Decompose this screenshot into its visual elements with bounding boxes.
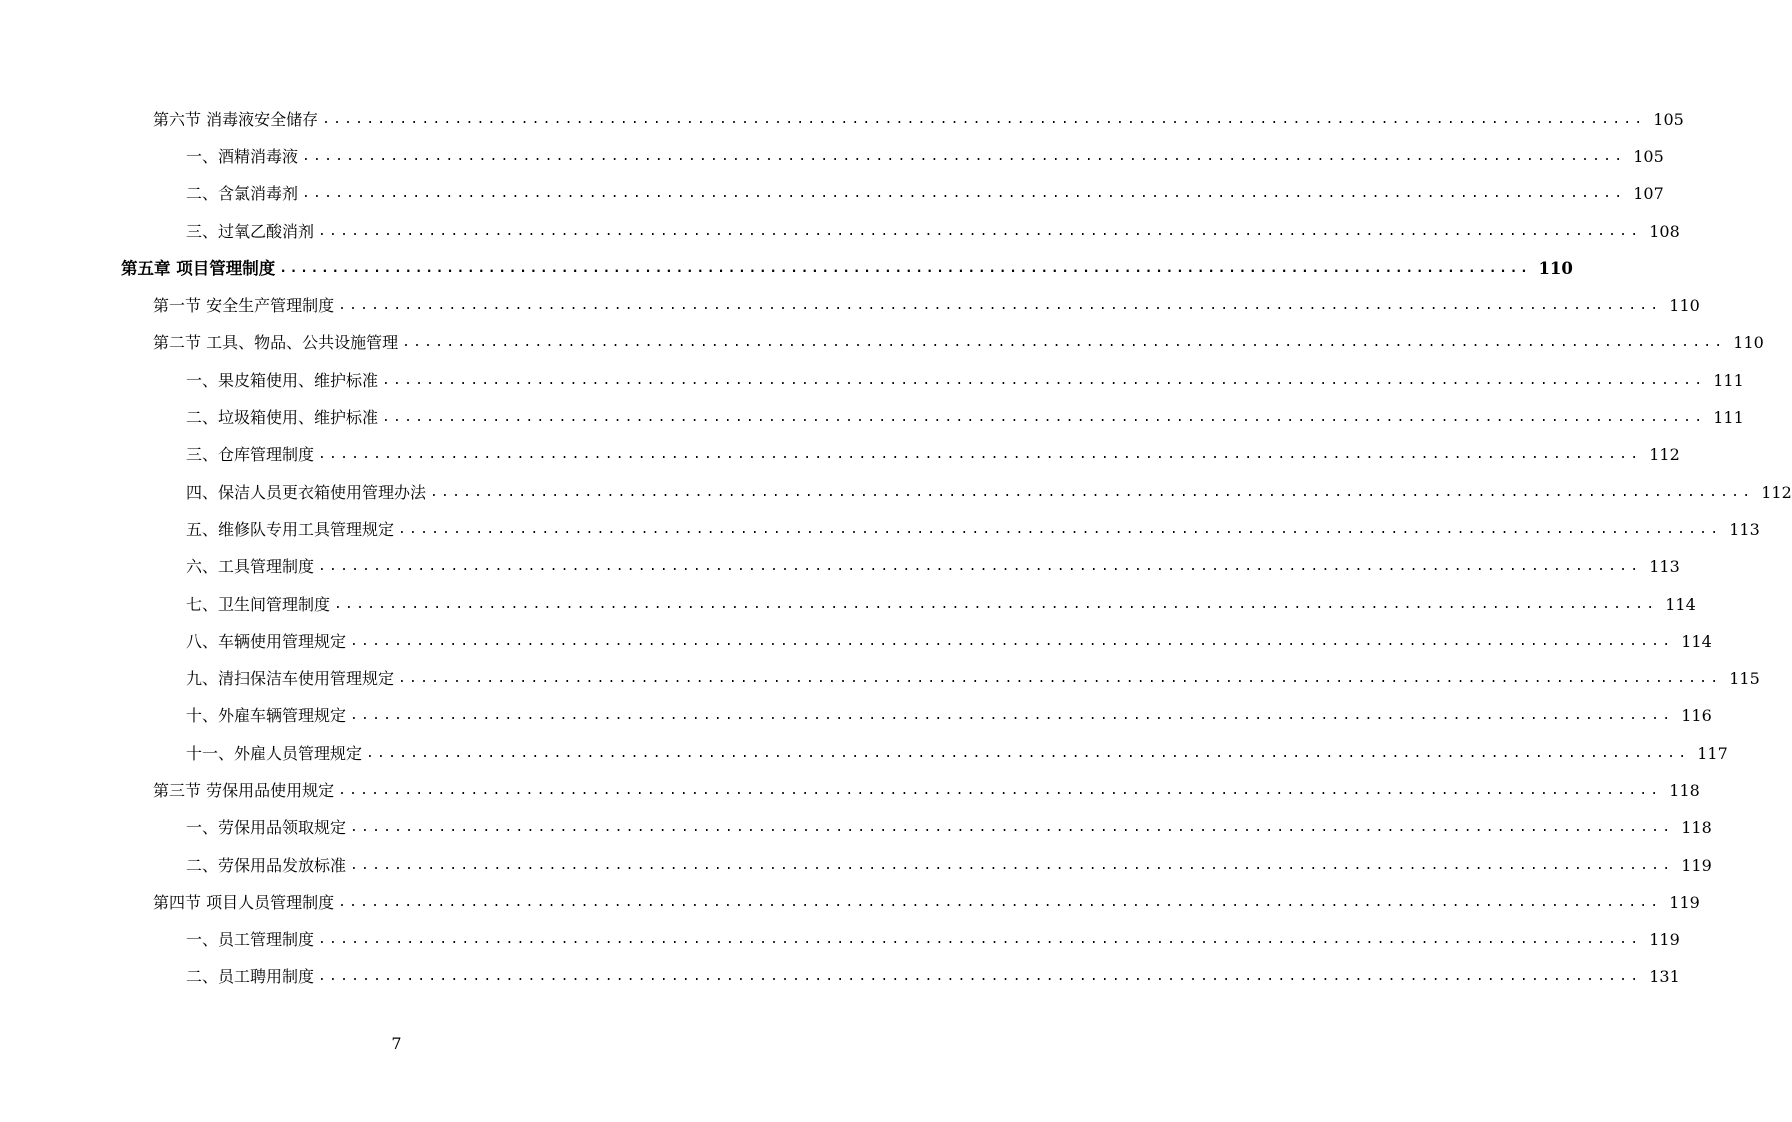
toc-subsection-entry[interactable] bbox=[0, 660, 1760, 697]
toc-subsection-entry[interactable] bbox=[0, 176, 1664, 213]
toc-entry-title: 二、员工聘用制度 bbox=[186, 967, 315, 987]
toc-dot-leader: ........................................................................................................................ bbox=[366, 745, 1690, 761]
toc-entry-page: 119 bbox=[1681, 855, 1712, 875]
toc-dot-leader: ........................................................................................................................ bbox=[382, 372, 1706, 388]
toc-entry-page: 115 bbox=[1729, 669, 1760, 689]
toc-entry-page: 112 bbox=[1649, 445, 1680, 465]
toc-dot-leader: ........................................................................................................................ bbox=[302, 186, 1626, 202]
toc-entry-page: 113 bbox=[1649, 557, 1680, 577]
toc-entry-title: 十一、外雇人员管理规定 bbox=[186, 743, 363, 763]
toc-entry-title: 第四节 项目人员管理制度 bbox=[153, 892, 335, 912]
toc-entry-title: 一、酒精消毒液 bbox=[186, 146, 299, 166]
toc-entry-page: 117 bbox=[1697, 743, 1728, 763]
toc-entry-page: 111 bbox=[1713, 370, 1744, 390]
toc-subsection-entry[interactable] bbox=[0, 810, 1712, 847]
toc-section-entry[interactable] bbox=[0, 772, 1700, 809]
toc-dot-leader: ........................................................................................................................ bbox=[398, 521, 1722, 537]
toc-dot-leader: ........................................................................................................................ bbox=[318, 969, 1642, 985]
toc-subsection-entry[interactable] bbox=[0, 399, 1744, 436]
toc-dot-leader: ........................................................................................................................ bbox=[350, 857, 1674, 873]
toc-dot-leader: ........................................................................................................................ bbox=[350, 820, 1674, 836]
toc-entry-title: 四、保洁人员更衣箱使用管理办法 bbox=[186, 482, 427, 502]
toc-section-entry[interactable] bbox=[0, 101, 1684, 138]
toc-entry-page: 110 bbox=[1538, 258, 1573, 278]
toc-dot-leader: ........................................................................................................................ bbox=[350, 708, 1674, 724]
toc-entry-page: 108 bbox=[1649, 221, 1680, 241]
toc-entry-page: 131 bbox=[1649, 967, 1680, 987]
toc-subsection-entry[interactable] bbox=[0, 474, 1792, 511]
toc-dot-leader: ........................................................................................................................ bbox=[318, 559, 1642, 575]
toc-subsection-entry[interactable] bbox=[0, 511, 1760, 548]
toc-dot-leader: ........................................................................................................................ bbox=[398, 671, 1722, 687]
toc-subsection-entry[interactable] bbox=[0, 549, 1680, 586]
toc-dot-leader: ........................................................................................................................ bbox=[318, 932, 1642, 948]
toc-entry-title: 九、清扫保洁车使用管理规定 bbox=[186, 669, 395, 689]
toc-entry-title: 二、含氯消毒剂 bbox=[186, 184, 299, 204]
toc-entry-page: 118 bbox=[1681, 818, 1712, 838]
toc-dot-leader: ........................................................................................................................ bbox=[334, 596, 1658, 612]
toc-subsection-entry[interactable] bbox=[0, 959, 1680, 996]
toc-entry-title: 一、劳保用品领取规定 bbox=[186, 818, 347, 838]
toc-subsection-entry[interactable] bbox=[0, 922, 1680, 959]
toc-entry-title: 十、外雇车辆管理规定 bbox=[186, 706, 347, 726]
toc-entry-title: 一、员工管理制度 bbox=[186, 930, 315, 950]
toc-subsection-entry[interactable] bbox=[0, 138, 1664, 175]
toc-entry-title: 三、仓库管理制度 bbox=[186, 445, 315, 465]
toc-entry-page: 111 bbox=[1713, 408, 1744, 428]
toc-entry-title: 第六节 消毒液安全储存 bbox=[153, 109, 319, 129]
toc-entry-title: 五、维修队专用工具管理规定 bbox=[186, 519, 395, 539]
toc-subsection-entry[interactable] bbox=[0, 698, 1712, 735]
toc-entry-page: 114 bbox=[1665, 594, 1696, 614]
toc-entry-page: 116 bbox=[1681, 706, 1712, 726]
toc-entry-title: 第一节 安全生产管理制度 bbox=[153, 296, 335, 316]
toc-dot-leader: ........................................................................................................................ bbox=[350, 633, 1674, 649]
toc-entry-page: 119 bbox=[1669, 892, 1700, 912]
toc-subsection-entry[interactable] bbox=[0, 437, 1680, 474]
toc-entry-page: 112 bbox=[1761, 482, 1792, 502]
toc-entry-page: 119 bbox=[1649, 930, 1680, 950]
table-of-contents bbox=[0, 101, 1792, 996]
toc-entry-title: 八、车辆使用管理规定 bbox=[186, 631, 347, 651]
page-number: 7 bbox=[391, 1034, 402, 1053]
toc-dot-leader: ........................................................................................................................ bbox=[338, 298, 1662, 314]
toc-dot-leader: ........................................................................................................................ bbox=[382, 410, 1706, 426]
toc-subsection-entry[interactable] bbox=[0, 623, 1712, 660]
toc-entry-title: 第三节 劳保用品使用规定 bbox=[153, 780, 335, 800]
toc-subsection-entry[interactable] bbox=[0, 735, 1728, 772]
toc-entry-title: 七、卫生间管理制度 bbox=[186, 594, 331, 614]
toc-entry-title: 二、劳保用品发放标准 bbox=[186, 855, 347, 875]
toc-dot-leader: ........................................................................................................................ bbox=[338, 894, 1662, 910]
toc-entry-page: 105 bbox=[1633, 146, 1664, 166]
toc-dot-leader: ........................................................................................................................ bbox=[402, 335, 1726, 351]
toc-dot-leader: ........................................................................................................................ bbox=[279, 260, 1531, 276]
toc-entry-title: 二、垃圾箱使用、维护标准 bbox=[186, 408, 379, 428]
toc-entry-page: 105 bbox=[1653, 109, 1684, 129]
toc-dot-leader: ........................................................................................................................ bbox=[338, 782, 1662, 798]
toc-section-entry[interactable] bbox=[0, 884, 1700, 921]
toc-entry-page: 110 bbox=[1669, 296, 1700, 316]
toc-entry-page: 118 bbox=[1669, 780, 1700, 800]
toc-subsection-entry[interactable] bbox=[0, 362, 1744, 399]
toc-dot-leader: ........................................................................................................................ bbox=[322, 111, 1646, 127]
toc-subsection-entry[interactable] bbox=[0, 847, 1712, 884]
toc-entry-page: 107 bbox=[1633, 184, 1664, 204]
toc-dot-leader: ........................................................................................................................ bbox=[302, 148, 1626, 164]
toc-entry-page: 113 bbox=[1729, 519, 1760, 539]
toc-dot-leader: ........................................................................................................................ bbox=[430, 484, 1754, 500]
toc-dot-leader: ........................................................................................................................ bbox=[318, 447, 1642, 463]
toc-subsection-entry[interactable] bbox=[0, 586, 1696, 623]
toc-chapter-entry[interactable] bbox=[0, 250, 1573, 287]
toc-section-entry[interactable] bbox=[0, 287, 1700, 324]
toc-entry-page: 114 bbox=[1681, 631, 1712, 651]
toc-dot-leader: ........................................................................................................................ bbox=[318, 223, 1642, 239]
toc-entry-page: 110 bbox=[1733, 333, 1764, 353]
toc-section-entry[interactable] bbox=[0, 325, 1764, 362]
toc-subsection-entry[interactable] bbox=[0, 213, 1680, 250]
toc-entry-title: 第五章 项目管理制度 bbox=[121, 258, 276, 278]
toc-entry-title: 第二节 工具、物品、公共设施管理 bbox=[153, 333, 399, 353]
toc-entry-title: 一、果皮箱使用、维护标准 bbox=[186, 370, 379, 390]
toc-entry-title: 六、工具管理制度 bbox=[186, 557, 315, 577]
toc-entry-title: 三、过氧乙酸消剂 bbox=[186, 221, 315, 241]
